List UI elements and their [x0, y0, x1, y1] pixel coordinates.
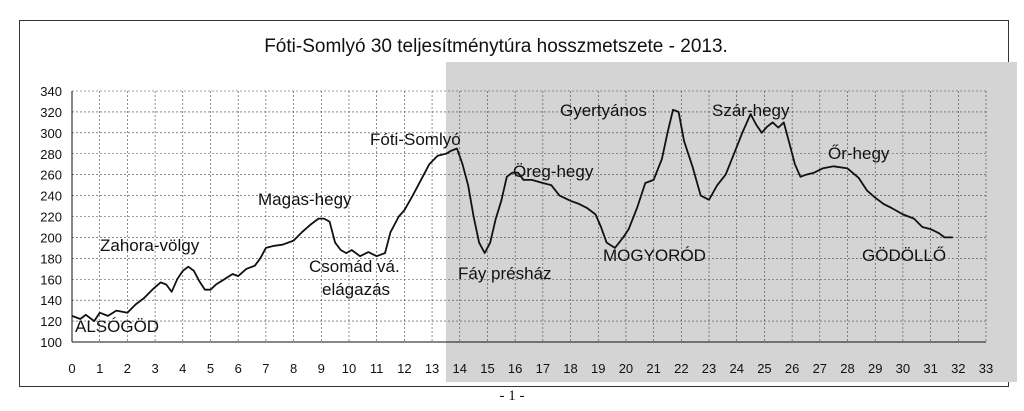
x-tick-label: 12: [397, 361, 412, 376]
y-tick-label: 220: [40, 209, 62, 225]
y-tick-label: 100: [40, 335, 62, 350]
y-tick-label: 200: [40, 230, 62, 246]
page-number: - 1 -: [499, 388, 525, 404]
y-tick-label: 180: [40, 251, 62, 267]
x-tick-label: 19: [591, 361, 606, 376]
annotation-fay-preshaz: Fáy présház: [458, 264, 552, 283]
x-tick-label: 28: [840, 361, 855, 376]
annotation-oreg-hegy: Öreg-hegy: [513, 162, 594, 181]
x-tick-label: 4: [179, 361, 187, 376]
x-tick-label: 24: [729, 361, 744, 376]
annotation-foti-somlyo: Fóti-Somlyó: [370, 130, 461, 149]
x-tick-label: 29: [867, 361, 883, 376]
x-tick-label: 3: [151, 361, 159, 376]
annotation-godollo: GÖDÖLLŐ: [862, 246, 947, 265]
y-tick-label: 280: [40, 146, 62, 162]
annotation-mogyorod: MOGYORÓD: [603, 246, 706, 265]
x-tick-label: 23: [701, 361, 717, 376]
annotation-gyertyanos: Gyertyános: [560, 101, 647, 120]
x-tick-label: 1: [96, 361, 104, 376]
x-tick-label: 2: [123, 361, 132, 376]
y-tick-label: 320: [40, 104, 62, 120]
annotation-alsogod: ALSÓGÖD: [75, 317, 160, 336]
x-tick-label: 30: [895, 361, 911, 376]
x-tick-label: 27: [812, 361, 828, 376]
annotation-elagazas: elágazás: [322, 280, 391, 299]
x-tick-label: 22: [674, 361, 689, 376]
chart-title: Fóti-Somlyó 30 teljesítménytúra hosszmetszete - 2013.: [264, 36, 728, 57]
x-tick-label: 18: [563, 361, 578, 376]
x-tick-label: 6: [234, 361, 242, 376]
x-tick-label: 9: [317, 361, 325, 376]
x-tick-label: 32: [951, 361, 966, 376]
x-tick-label: 21: [646, 361, 661, 376]
x-tick-label: 15: [480, 361, 495, 376]
x-tick-label: 5: [206, 361, 215, 376]
annotation-magas-hegy: Magas-hegy: [258, 190, 352, 209]
x-tick-label: 8: [289, 361, 298, 376]
x-tick-label: 25: [757, 361, 772, 376]
x-tick-label: 16: [507, 361, 523, 376]
x-tick-label: 17: [535, 361, 551, 376]
x-tick-label: 0: [68, 361, 76, 376]
annotation-csomad-va: Csomád vá.: [309, 257, 400, 276]
y-tick-label: 160: [40, 272, 62, 288]
annotation-or-hegy: Őr-hegy: [828, 144, 890, 163]
annotation-zahora-volgy: Zahora-völgy: [100, 236, 200, 255]
x-tick-label: 26: [784, 361, 800, 376]
x-tick-label: 7: [262, 361, 270, 376]
x-tick-label: 14: [452, 361, 467, 376]
y-tick-label: 240: [40, 188, 62, 204]
x-tick-label: 33: [978, 361, 994, 376]
y-tick-label: 340: [40, 84, 62, 99]
y-tick-label: 260: [40, 167, 62, 183]
x-tick-label: 31: [923, 361, 938, 376]
y-tick-label: 120: [40, 314, 62, 330]
x-tick-label: 13: [424, 361, 440, 376]
x-tick-label: 20: [618, 361, 634, 376]
annotation-szar-hegy: Szár-hegy: [712, 101, 790, 120]
x-tick-label: 11: [369, 361, 384, 376]
x-tick-label: 10: [341, 361, 357, 376]
y-tick-label: 300: [40, 125, 62, 141]
y-tick-label: 140: [40, 293, 62, 309]
